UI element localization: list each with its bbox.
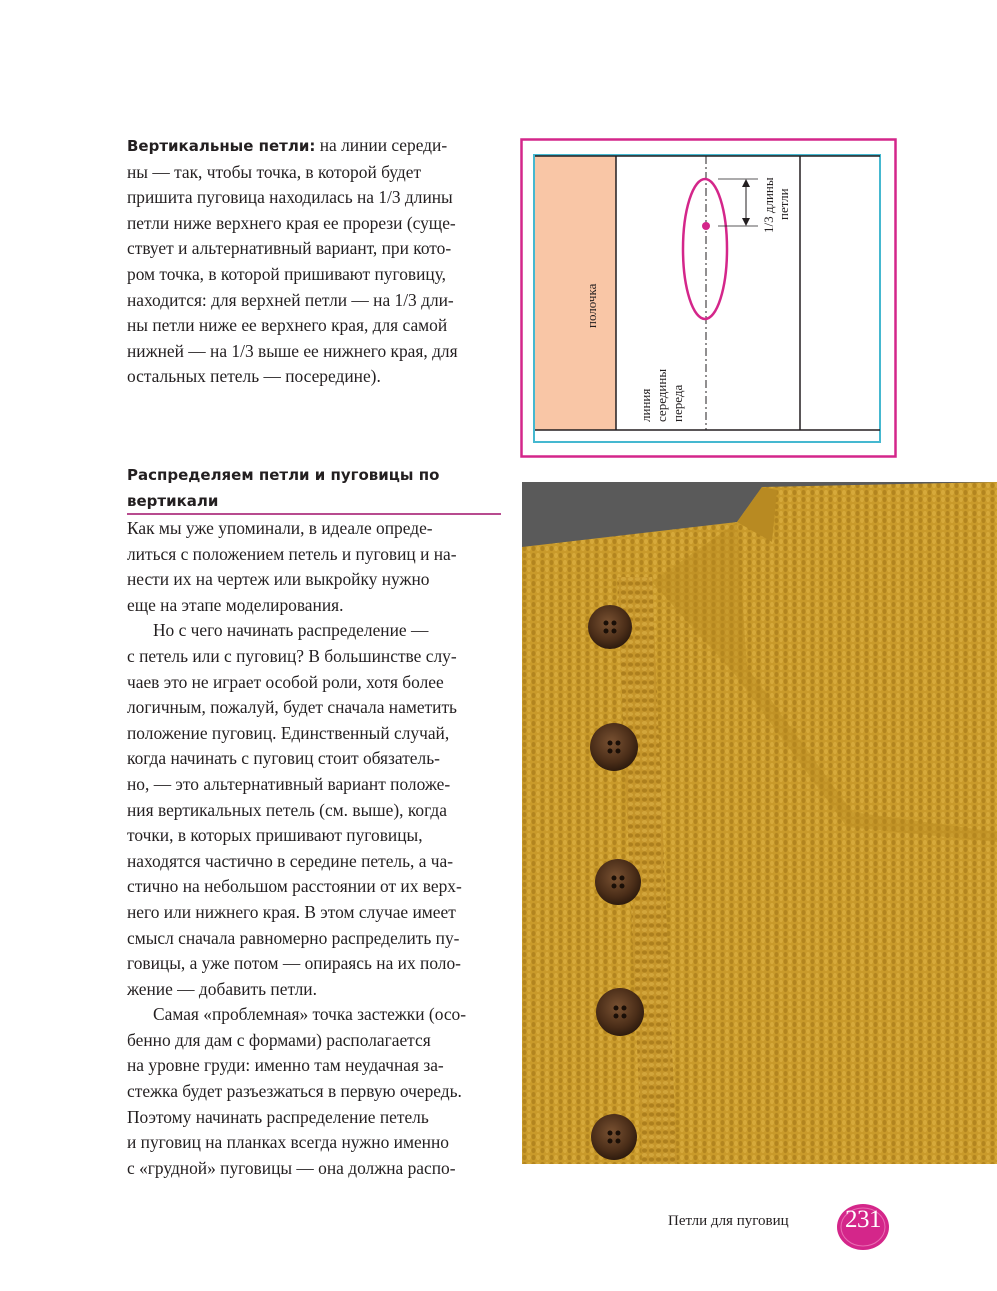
body-text — [127, 516, 500, 1181]
term-vertical-loops: Вертикальные петли: — [127, 137, 316, 155]
text-line: петли ниже верхнего края ее прорези (суще- — [127, 212, 456, 233]
text-line: остальных петель — посередине). — [127, 366, 381, 387]
paragraph-1: Как мы уже упоминали, в идеале опреде- литься с положением петель и пуговиц и на- нести их на чертеж или выкройку нужно еще на этапе моделирования. — [127, 518, 457, 615]
section-heading: Распределяем петли и пуговицы по вертикали — [127, 466, 440, 510]
label-shelf: полочка — [584, 283, 599, 328]
text-line: нижней — на 1/3 выше ее нижнего края, для — [127, 340, 458, 361]
intro-paragraph: Вертикальные петли: на линии середи- ны — так, чтобы точка, в которой будет пришита пуговица находилась на 1/3 длины петли ниже верхнего края ее прорези (суще- ствует и альтернативный вариант, при кото- ром точка, в которой пришивают пуговицу, находится: для верхней петли — на 1/3 дли- ны петли ниже ее верхнего края, для самой нижней — на 1/3 выше ее нижнего края, для остальных петель — посередине). — [127, 133, 500, 390]
label-midline-1: линия — [638, 388, 653, 422]
paragraph-3: Самая «проблемная» точка застежки (осо- бенно для дам с формами) располагается на уровне груди: именно там неудачная за- стежка будет разъезжаться в первую очередь. Поэтому начинать распределение петель и пуговиц на планках всегда нужно именно с «грудной» пуговицы — она должна распо- — [127, 1004, 467, 1178]
label-midline-3: переда — [670, 384, 685, 422]
text-line: ром точка, в которой пришивают пуговицу, — [127, 263, 447, 284]
label-third-2: петли — [776, 188, 791, 220]
page-number: 231 — [845, 1206, 881, 1233]
buttonhole-ellipse — [683, 179, 727, 319]
running-footer-title: Петли для пуговиц — [668, 1213, 789, 1229]
text-line: ны петли ниже ее верхнего края, для самой — [127, 315, 448, 336]
text-line: находится: для верхней петли — на 1/3 дли- — [127, 289, 454, 310]
paragraph-2: Но с чего начинать распределение — с петель или с пуговиц? В большинстве слу- чаев это не играет особой роли, хотя более логичным, пожалуй, будет сначала наметить положение пуговиц. Единственный случай, когда начинать с пуговиц стоит обязатель- но, — это альтернативный вариант положе- ния вертикальных петель (см. выше), когда точки, в которых пришивают пуговицы, находятся частично в середине петель, а ча- стично на небольшом расстоянии от их верх- него или нижнего края. В этом случае имеет смысл сначала равномерно распределить пу- говицы, а уже потом — опираясь на их поло- жение — добавить петли. — [127, 620, 462, 999]
cardigan-photo — [522, 482, 997, 1164]
buttonhole-diagram — [520, 138, 897, 458]
label-midline-2: середины — [654, 368, 669, 422]
text-line: пришита пуговица находилась на 1/3 длины — [127, 187, 453, 208]
text-line: ны — так, чтобы точка, в которой будет — [127, 161, 422, 182]
label-third-1: 1/3 длины — [761, 177, 776, 233]
text-line: ствует и альтернативный вариант, при кото- — [127, 238, 452, 259]
shelf-fill — [535, 156, 616, 430]
button-point — [702, 222, 710, 230]
heading-underline — [127, 513, 501, 515]
